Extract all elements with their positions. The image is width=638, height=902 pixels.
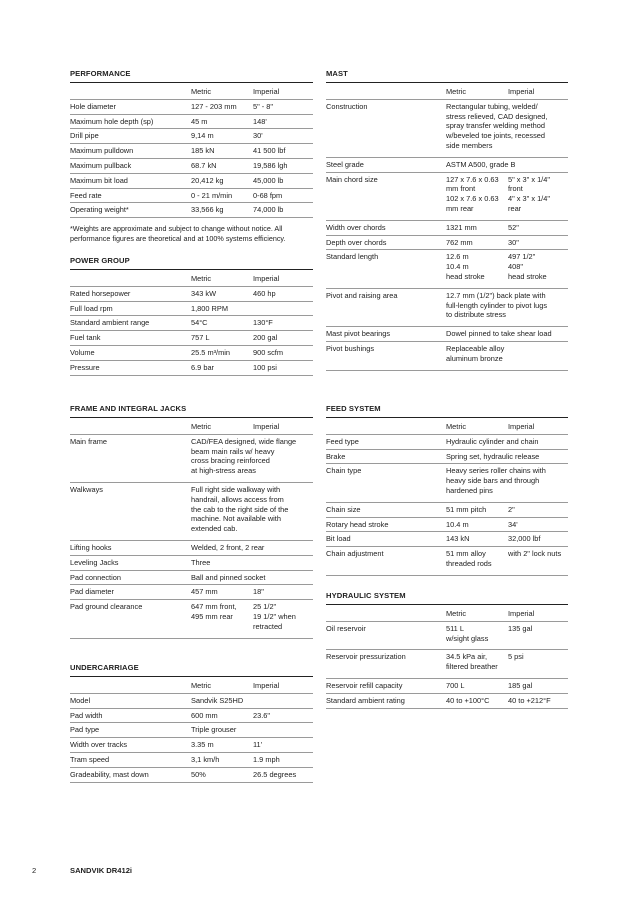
header-metric: Metric <box>446 87 467 96</box>
row-imperial: with 2" lock nuts <box>508 549 562 559</box>
row-label: Gradeability, mast down <box>70 769 149 779</box>
row-imperial: 30' <box>253 131 263 141</box>
row-metric: Full right side walkway with handrail, allows access from the cab to the right side of the machine. Not available with extended cab. <box>191 484 289 534</box>
row-label: Width over chords <box>326 222 386 232</box>
row-label: Pivot bushings <box>326 343 375 353</box>
table-row <box>70 709 313 724</box>
table-row <box>70 159 313 174</box>
row-imperial: 0-68 fpm <box>253 190 283 200</box>
row-label: Maximum bit load <box>70 175 128 185</box>
row-label: Pad width <box>70 710 103 720</box>
row-metric: Welded, 2 front, 2 rear <box>191 542 265 552</box>
row-metric: 3.35 m <box>191 740 214 750</box>
table-row <box>70 100 313 115</box>
row-metric: Triple grouser <box>191 725 237 735</box>
row-imperial: 130°F <box>253 318 273 328</box>
row-label: Main frame <box>70 436 107 446</box>
table-row <box>70 302 313 317</box>
document-model: SANDVIK DR412i <box>70 866 133 875</box>
row-metric: 34.5 kPa air, filtered breather <box>446 652 498 672</box>
row-label: Maximum pulldown <box>70 146 134 156</box>
header-spacer <box>70 681 191 691</box>
row-label: Maximum hole depth (sp) <box>70 116 154 126</box>
row-metric: 12.6 m 10.4 m head stroke <box>446 252 485 281</box>
table-row <box>326 679 568 694</box>
table-row <box>326 100 568 158</box>
header-metric: Metric <box>191 274 212 283</box>
row-label: Construction <box>326 101 368 111</box>
row-metric: 0 - 21 m/min <box>191 190 233 200</box>
table-row <box>326 622 568 651</box>
row-metric: 343 kW <box>191 288 217 298</box>
row-label: Drill pipe <box>70 131 99 141</box>
header-imperial: Imperial <box>508 87 535 96</box>
table-row <box>70 694 313 709</box>
table-row <box>70 556 313 571</box>
row-imperial: 1.9 mph <box>253 754 280 764</box>
table-row <box>70 189 313 204</box>
table-row <box>326 435 568 450</box>
row-metric: 700 L <box>446 680 465 690</box>
row-label: Pivot and raising area <box>326 290 398 300</box>
row-metric: 457 mm <box>191 587 218 597</box>
table-row <box>70 346 313 361</box>
table-row <box>70 144 313 159</box>
table-row <box>326 694 568 709</box>
row-metric: Three <box>191 557 211 567</box>
row-imperial: 19,586 lgh <box>253 160 288 170</box>
row-imperial: 2" <box>508 504 515 514</box>
table-header <box>70 83 313 100</box>
row-label: Bit load <box>326 534 351 544</box>
table-row <box>326 518 568 533</box>
row-metric: 12.7 mm (1/2") back plate with full-length cylinder to pivot lugs to distribute stress <box>446 290 548 320</box>
row-metric: Dowel pinned to take shear load <box>446 329 552 339</box>
row-metric: 127 - 203 mm <box>191 101 237 111</box>
row-metric: 511 L w/sight glass <box>446 623 489 643</box>
row-metric: 33,566 kg <box>191 205 224 215</box>
table-header <box>326 83 568 100</box>
table-row <box>70 585 313 600</box>
table-row <box>326 464 568 502</box>
table-row <box>70 115 313 130</box>
row-imperial: 40 to +212°F <box>508 695 551 705</box>
row-label: Steel grade <box>326 159 364 169</box>
row-label: Standard ambient rating <box>326 695 405 705</box>
table-row <box>326 173 568 221</box>
table-row <box>326 221 568 236</box>
row-metric: Replaceable alloy aluminum bronze <box>446 343 505 363</box>
row-label: Model <box>70 695 91 705</box>
section-title: MAST <box>326 69 568 83</box>
table-row <box>70 331 313 346</box>
row-metric: 647 mm front, 495 mm rear <box>191 602 237 621</box>
row-imperial: 5 psi <box>508 652 524 662</box>
header-imperial: Imperial <box>508 422 535 431</box>
frame-section <box>70 404 313 639</box>
section-title: PERFORMANCE <box>70 69 313 83</box>
table-row <box>70 483 313 541</box>
row-metric: 20,412 kg <box>191 175 224 185</box>
row-label: Mast pivot bearings <box>326 329 391 339</box>
page-number: 2 <box>32 866 37 875</box>
mast-section <box>326 69 568 371</box>
table-row <box>326 250 568 288</box>
row-label: Width over tracks <box>70 740 128 750</box>
table-row <box>70 174 313 189</box>
header-spacer <box>70 422 191 432</box>
row-metric: CAD/FEA designed, wide flange beam main rails w/ heavy cross bracing reinforced at high-stress areas <box>191 436 297 476</box>
row-label: Walkways <box>70 484 103 494</box>
row-imperial: 460 hp <box>253 288 276 298</box>
header-spacer <box>326 422 446 432</box>
row-metric: 51 mm alloy threaded rods <box>446 549 492 568</box>
row-metric: 757 L <box>191 333 210 343</box>
table-row <box>70 361 313 376</box>
row-label: Pad connection <box>70 572 121 582</box>
section-title: FRAME AND INTEGRAL JACKS <box>70 404 313 418</box>
row-label: Chain adjustment <box>326 549 384 559</box>
row-metric: 762 mm <box>446 237 473 247</box>
row-metric: 1,800 RPM <box>191 303 228 313</box>
header-imperial: Imperial <box>253 422 280 431</box>
row-metric: 9,14 m <box>191 131 214 141</box>
row-label: Hole diameter <box>70 101 117 111</box>
row-imperial: 5" - 8" <box>253 101 274 111</box>
row-imperial: 900 scfm <box>253 347 283 357</box>
row-label: Reservoir refill capacity <box>326 680 403 690</box>
table-row <box>326 450 568 465</box>
row-metric: 6.9 bar <box>191 362 215 372</box>
table-row <box>70 723 313 738</box>
performance-section <box>70 69 313 244</box>
header-metric: Metric <box>191 681 212 690</box>
row-metric: Rectangular tubing, welded/ stress relieved, CAD designed, spray transfer welding method w/beveled toe joints, recessed side members <box>446 101 548 150</box>
section-title: HYDRAULIC SYSTEM <box>326 591 568 605</box>
row-label: Pad ground clearance <box>70 602 143 612</box>
row-metric: 127 x 7.6 x 0.63 mm front 102 x 7.6 x 0.63 mm rear <box>446 174 499 213</box>
header-metric: Metric <box>191 422 212 431</box>
table-header <box>70 677 313 694</box>
row-label: Maximum pullback <box>70 160 132 170</box>
row-label: Standard length <box>326 252 379 262</box>
row-label: Brake <box>326 451 346 461</box>
table-header <box>326 418 568 435</box>
row-label: Reservoir pressurization <box>326 652 406 662</box>
table-row <box>326 532 568 547</box>
row-imperial: 34' <box>508 519 518 529</box>
header-imperial: Imperial <box>253 681 280 690</box>
header-imperial: Imperial <box>253 274 280 283</box>
table-row <box>70 203 313 218</box>
table-row <box>326 236 568 251</box>
row-metric: Spring set, hydraulic release <box>446 451 540 461</box>
row-metric: 10.4 m <box>446 519 469 529</box>
row-imperial: 200 gal <box>253 333 278 343</box>
row-label: Pressure <box>70 362 100 372</box>
table-row <box>326 650 568 679</box>
table-row <box>326 327 568 342</box>
row-imperial: 74,000 lb <box>253 205 284 215</box>
table-row <box>326 342 568 371</box>
table-row <box>326 289 568 327</box>
row-metric: ASTM A500, grade B <box>446 159 516 169</box>
row-metric: 600 mm <box>191 710 218 720</box>
row-label: Operating weight* <box>70 205 129 215</box>
row-metric: 40 to +100°C <box>446 695 490 705</box>
hydraulic-system-section <box>326 591 568 709</box>
row-imperial: 185 gal <box>508 680 533 690</box>
row-metric: Ball and pinned socket <box>191 572 266 582</box>
power-group-section <box>70 256 313 376</box>
table-row <box>70 129 313 144</box>
row-imperial: 23.6" <box>253 710 271 720</box>
table-header <box>70 418 313 435</box>
table-row <box>70 541 313 556</box>
header-spacer <box>326 609 446 619</box>
header-spacer <box>70 87 191 97</box>
row-metric: Sandvik S25HD <box>191 695 244 705</box>
header-metric: Metric <box>446 422 467 431</box>
section-title: POWER GROUP <box>70 256 313 270</box>
row-imperial: 5" x 3" x 1/4" front 4" x 3" x 1/4" rear <box>508 174 550 213</box>
row-imperial: 45,000 lb <box>253 175 284 185</box>
table-row <box>70 738 313 753</box>
section-title: FEED SYSTEM <box>326 404 568 418</box>
header-imperial: Imperial <box>253 87 280 96</box>
row-imperial: 100 psi <box>253 362 277 372</box>
table-row <box>326 158 568 173</box>
table-row <box>326 503 568 518</box>
header-metric: Metric <box>191 87 212 96</box>
table-row <box>70 600 313 638</box>
row-label: Chain size <box>326 504 361 514</box>
row-metric: Heavy series roller chains with heavy side bars and through hardened pins <box>446 466 546 495</box>
header-metric: Metric <box>446 609 467 618</box>
row-label: Fuel tank <box>70 333 101 343</box>
table-row <box>70 753 313 768</box>
row-label: Lifting hooks <box>70 542 112 552</box>
page-footer <box>32 866 133 875</box>
row-label: Depth over chords <box>326 237 387 247</box>
feed-system-section <box>326 404 568 576</box>
row-label: Rated horsepower <box>70 288 131 298</box>
row-imperial: 497 1/2" 408" head stroke <box>508 252 547 281</box>
row-metric: 143 kN <box>446 534 470 544</box>
row-metric: Hydraulic cylinder and chain <box>446 436 539 446</box>
row-imperial: 18" <box>253 587 264 597</box>
header-spacer <box>70 274 191 284</box>
row-label: Leveling Jacks <box>70 557 119 567</box>
row-label: Full load rpm <box>70 303 113 313</box>
table-row <box>70 768 313 783</box>
row-label: Standard ambient range <box>70 318 150 328</box>
table-row <box>70 287 313 302</box>
row-imperial: 25 1/2" 19 1/2" when retracted <box>253 602 296 631</box>
row-imperial: 11' <box>253 740 263 750</box>
row-label: Tram speed <box>70 754 110 764</box>
row-label: Pad diameter <box>70 587 114 597</box>
row-metric: 25.5 m³/min <box>191 347 231 357</box>
row-metric: 45 m <box>191 116 208 126</box>
row-imperial: 148' <box>253 116 267 126</box>
row-metric: 1321 mm <box>446 222 477 232</box>
row-imperial: 52" <box>508 222 519 232</box>
row-metric: 185 kN <box>191 146 215 156</box>
table-row <box>70 571 313 586</box>
section-title: UNDERCARRIAGE <box>70 663 313 677</box>
row-metric: 3,1 km/h <box>191 754 220 764</box>
row-label: Main chord size <box>326 174 378 184</box>
row-metric: 51 mm pitch <box>446 504 487 514</box>
row-label: Rotary head stroke <box>326 519 389 529</box>
footnote: *Weights are approximate and subject to change without notice. All performance figures are theoretical and at 100% systems efficiency. <box>70 224 286 244</box>
row-metric: 50% <box>191 769 206 779</box>
row-label: Feed rate <box>70 190 102 200</box>
row-imperial: 135 gal <box>508 623 533 633</box>
row-imperial: 32,000 lbf <box>508 534 541 544</box>
undercarriage-section <box>70 663 313 783</box>
row-imperial: 26.5 degrees <box>253 769 297 779</box>
header-imperial: Imperial <box>508 609 535 618</box>
row-label: Pad type <box>70 725 100 735</box>
table-header <box>326 605 568 622</box>
row-label: Feed type <box>326 436 359 446</box>
row-metric: 54°C <box>191 318 208 328</box>
row-label: Volume <box>70 347 95 357</box>
row-imperial: 41 500 lbf <box>253 146 286 156</box>
row-metric: 68.7 kN <box>191 160 217 170</box>
row-imperial: 30" <box>508 237 519 247</box>
table-row <box>70 435 313 483</box>
row-label: Chain type <box>326 466 362 476</box>
table-row <box>326 547 568 576</box>
header-spacer <box>326 87 446 97</box>
table-header <box>70 270 313 287</box>
table-row <box>70 316 313 331</box>
row-label: Oil reservoir <box>326 623 366 633</box>
